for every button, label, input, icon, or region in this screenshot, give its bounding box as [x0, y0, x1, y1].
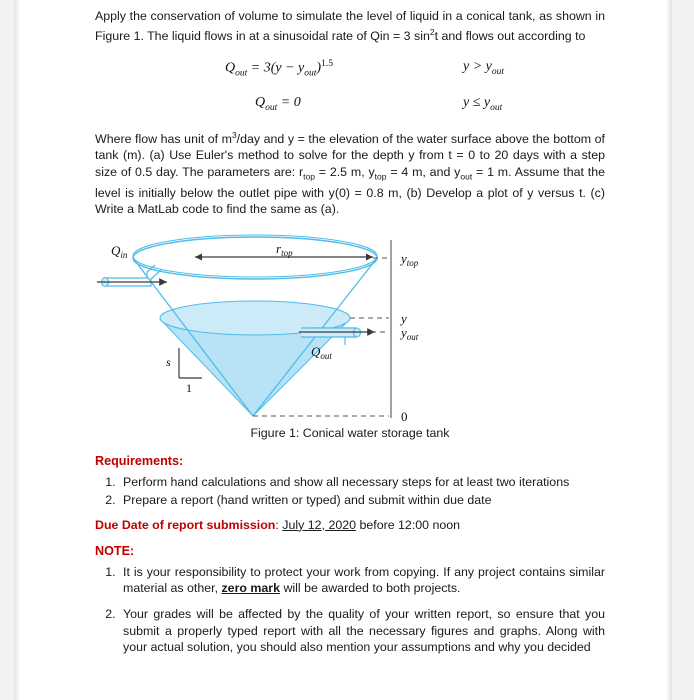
page-right-shadow: [666, 0, 672, 700]
note-1-post: will be awarded to both projects.: [280, 581, 461, 596]
equation-1-yout-subscript: out: [304, 68, 317, 79]
note-2-pre: Your grades will be affected by the quality of your written report, so ensure that you submit a properly typed report with all the necessary figures and graphs. Along with your actual solution, you should also mention your assumptions and why you decided: [123, 606, 605, 655]
label-y-top: $y_{top}$: [401, 250, 419, 268]
params-part-c: = 2.5 m, y: [314, 164, 375, 179]
label-slope-s: s: [166, 354, 171, 369]
document-page: [20, 0, 666, 700]
equation-2-cond-operator: ≤: [469, 94, 484, 110]
label-q-out: $Q_{out}$: [311, 343, 332, 361]
equation-1-cond-operator: >: [469, 58, 486, 74]
params-ytop-subscript: top: [374, 171, 387, 182]
conical-tank-figure: [95, 232, 605, 424]
due-date-label: Due Date of report submission: [95, 517, 276, 532]
note-1-emphasis: zero mark: [221, 581, 281, 596]
requirements-heading: Requirements:: [95, 453, 184, 468]
page-left-margin-strip: [0, 0, 14, 700]
equation-1-exponent: 1.5: [321, 58, 333, 69]
equation-2-q-symbol: Q: [255, 94, 266, 110]
equation-1-q-symbol: Q: [225, 60, 236, 76]
params-yout-subscript: out: [460, 171, 473, 182]
equation-1-cond-right: y: [485, 58, 492, 74]
due-date-colon: :: [275, 517, 279, 532]
equation-2-condition: [463, 95, 502, 113]
problem-para1-part-a: Apply the conservation of volume to simulate the level of liquid in a conical tank, as shown in Figure 1. The liquid flows in at a sinusoidal rate of Qin = 3 sin: [95, 9, 605, 44]
params-rtop-subscript: top: [303, 171, 315, 182]
problem-para1-part-b: t and flows out according to: [434, 29, 586, 44]
document-content: [95, 8, 605, 665]
note-list: [95, 564, 605, 656]
equation-2-q-subscript: out: [265, 102, 278, 113]
equation-1-cond-left: y: [463, 58, 470, 74]
label-zero: 0: [401, 408, 408, 424]
label-q-in: $Q_{in}$: [111, 242, 128, 260]
equation-1-lhs: [225, 59, 333, 78]
list-item: [119, 564, 605, 597]
list-item: 2. Prepare a report (hand written or typed) and submit within due date: [119, 492, 605, 509]
figure-caption: Figure 1: Conical water storage tank: [250, 425, 450, 440]
equation-block: [95, 59, 605, 121]
page-right-margin-strip: [672, 0, 694, 700]
params-part-b: /day and y = the elevation of the water surface above the bottom of tank (m). (a) Use Euler's method to solve for the depth y from t = 0 to 20 days with a step size of 0.5 day. The parameters are: r: [95, 132, 605, 179]
equation-1-condition: [463, 59, 504, 77]
due-date-suffix: before 12:00 noon: [359, 517, 461, 532]
label-slope-one: 1: [186, 380, 192, 395]
params-part-e: = 1 m. Assume that the level is initially below the outlet pipe with y(0) = 0.8 m, (b) Develop a plot of y versus t. (c) Write a MatLab code to find the same as (a).: [95, 164, 605, 217]
problem-statement-paragraph: [95, 8, 605, 45]
problem-para1-superscript: 2: [429, 27, 435, 38]
note-1-pre: It is your responsibility to protect your work from copying. If any project contains similar material as other,: [123, 564, 605, 596]
label-r-top: $r_{top}$: [276, 240, 293, 258]
equation-2-lhs: [255, 95, 301, 113]
label-y: y: [401, 310, 407, 326]
params-part-d: = 4 m, and y: [386, 164, 461, 179]
label-y-out: $y_{out}$: [401, 324, 419, 342]
equation-2-cond-right-subscript: out: [490, 102, 503, 113]
diagram-geometry: [95, 232, 605, 424]
params-part-a: Where flow has unit of m: [95, 132, 232, 147]
equation-1-q-subscript: out: [235, 68, 248, 79]
note-heading: NOTE:: [95, 543, 135, 558]
list-item: [119, 606, 605, 656]
conical-tank-diagram: [95, 232, 605, 424]
due-date-value: July 12, 2020: [282, 517, 357, 532]
equation-2-cond-left: y: [463, 94, 470, 110]
equation-1-close-paren: ): [316, 60, 322, 76]
list-item: 1. Perform hand calculations and show all necessary steps for at least two iterations: [119, 474, 605, 491]
equation-2-cond-right: y: [483, 94, 491, 110]
parameters-paragraph: [95, 127, 605, 218]
equation-1-cond-right-subscript: out: [491, 66, 505, 77]
requirements-list: [95, 474, 605, 509]
equation-2-expression: = 0: [277, 94, 301, 110]
equation-1-expression: = 3(y − y: [247, 60, 305, 76]
params-cubic-superscript: 3: [231, 129, 237, 140]
due-date-line: [95, 518, 605, 532]
